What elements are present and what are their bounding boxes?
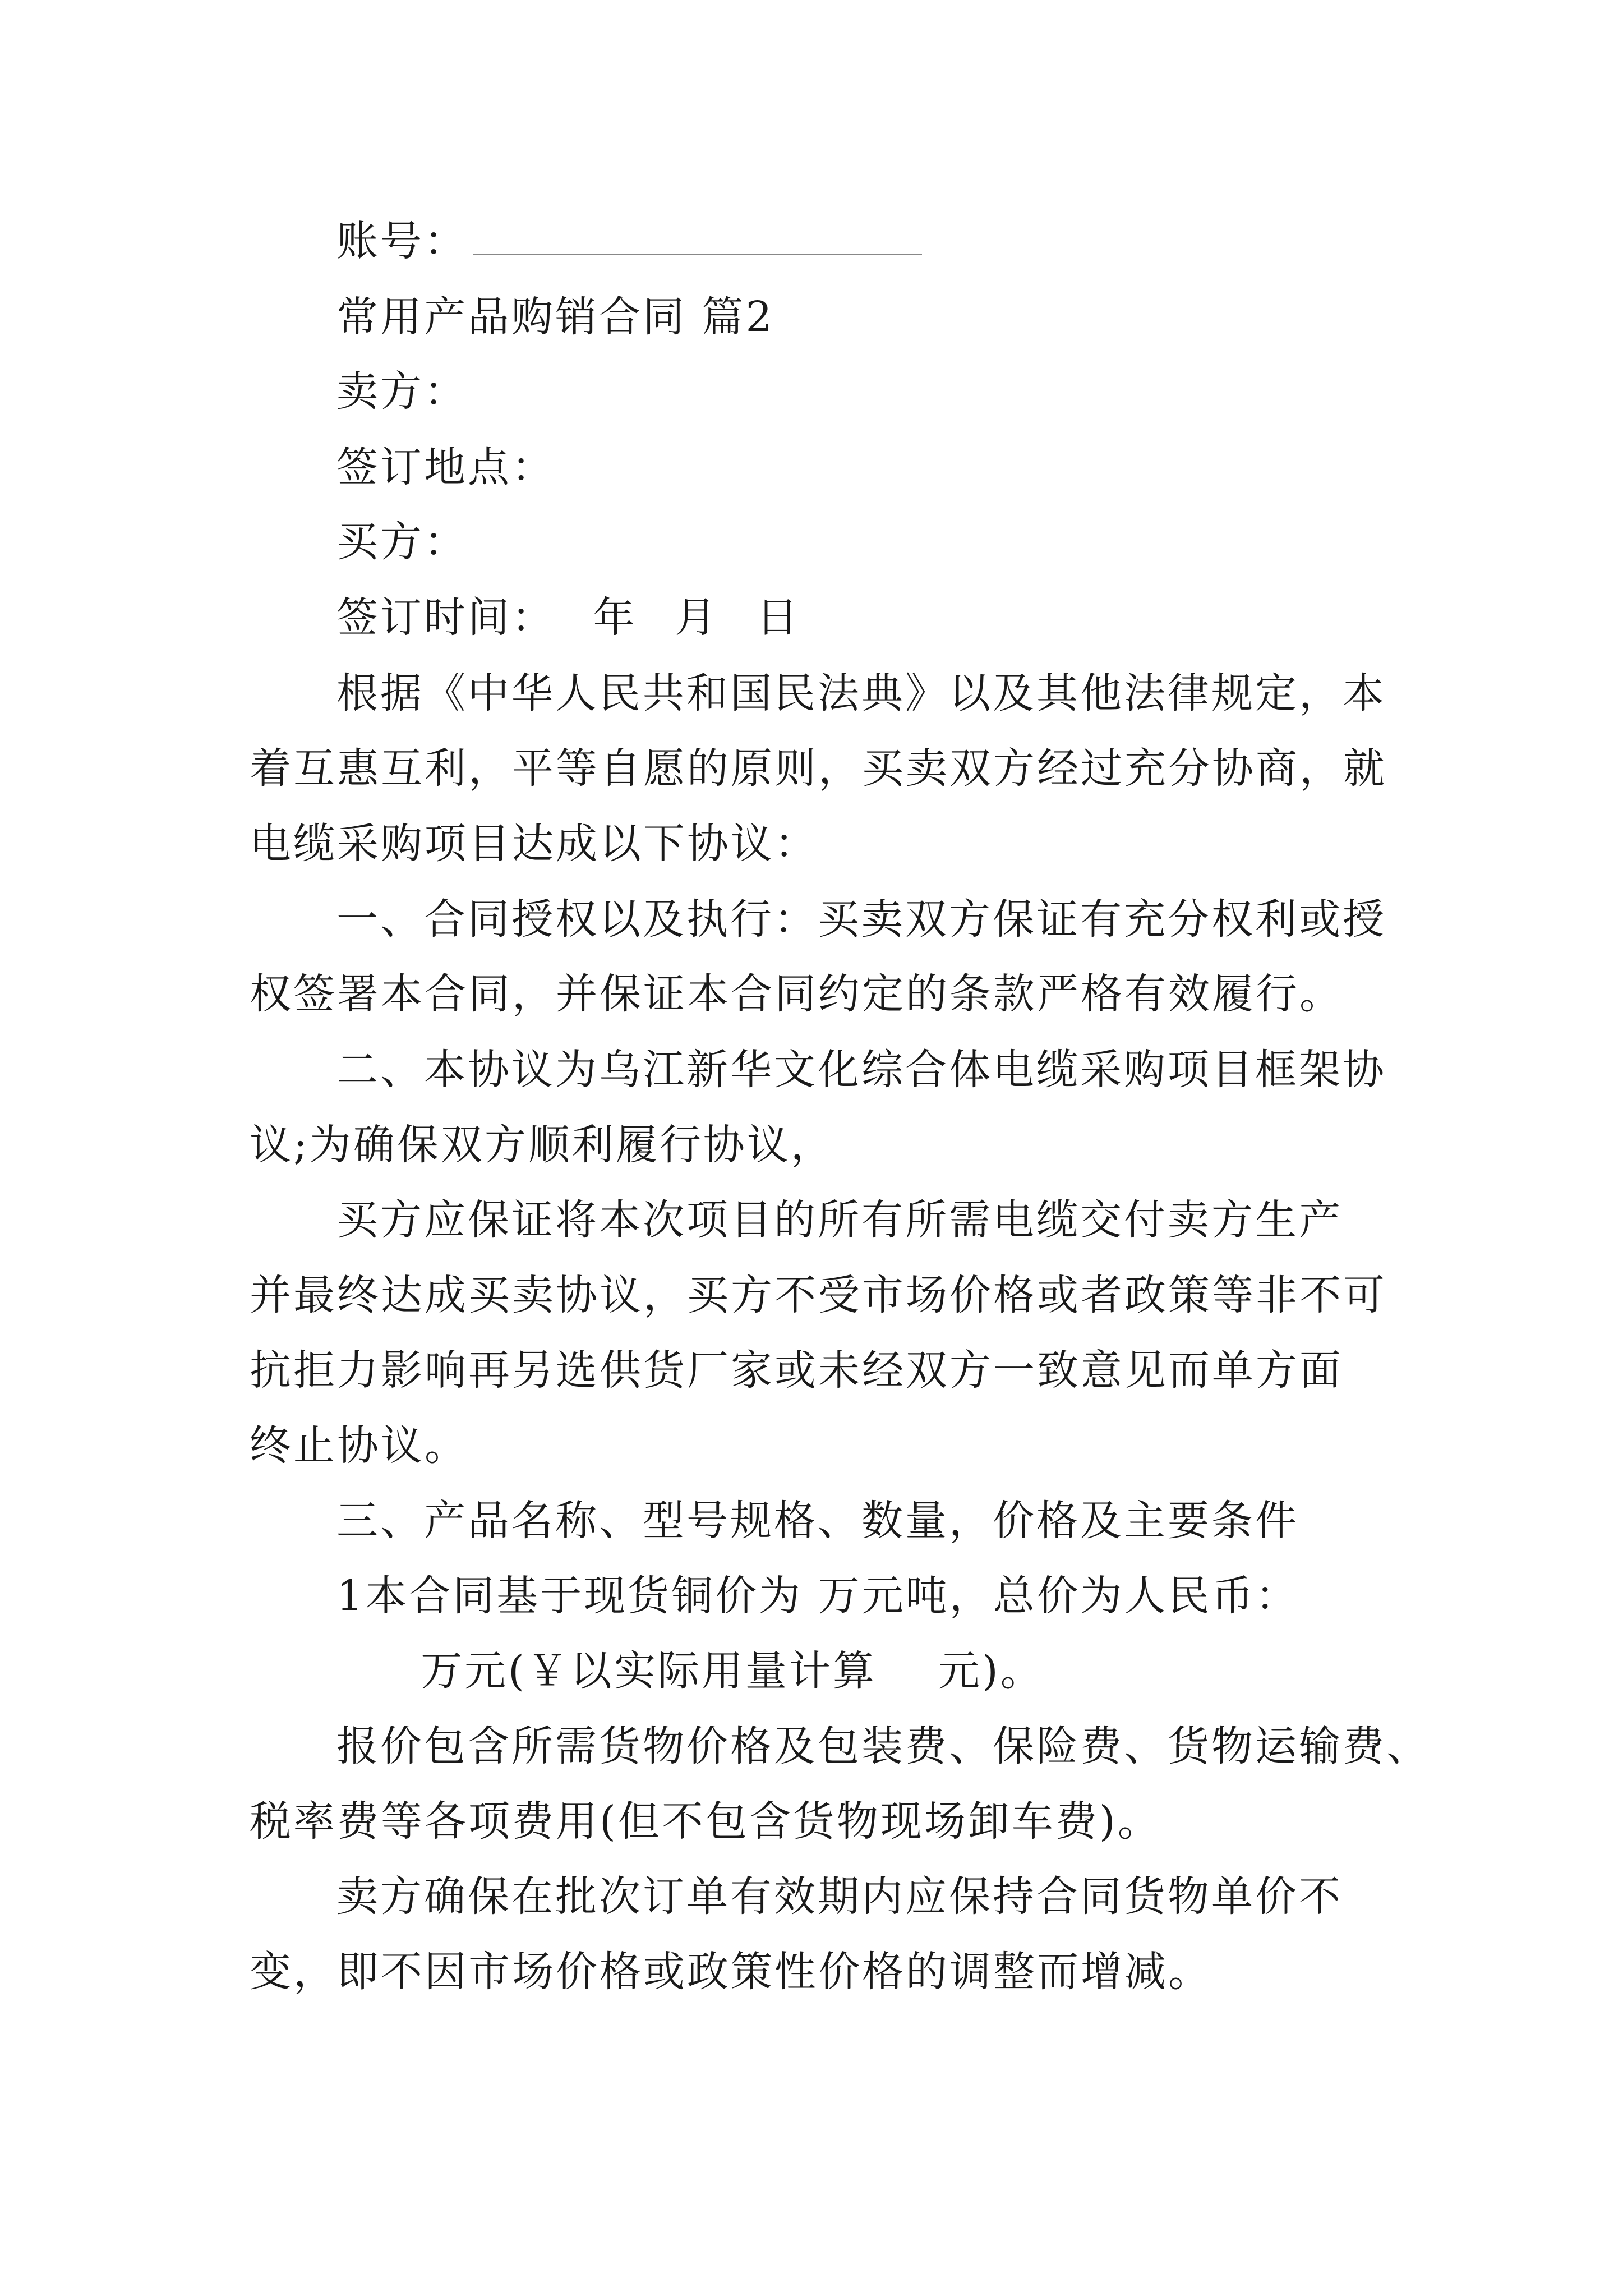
signing-place-line: 签订地点： [336,443,555,491]
paragraph-line: 买方应保证将本次项目的所有所需电缆交付卖方生产 [336,1196,1343,1244]
price-unit: 元)。 [938,1647,1044,1695]
account-line [336,213,1481,269]
paragraph-line: 权签署本合同，并保证本合同约定的条款严格有效履行。 [250,970,1343,1018]
account-blank [473,224,922,255]
date-month: 月 [675,593,719,642]
paragraph-line: 根据《中华人民共和国民法典》以及其他法律规定，本 [336,669,1386,717]
paragraph-line: 一、合同授权以及执行：买卖双方保证有充分权利或授 [336,895,1386,944]
signing-time-label: 签订时间： [336,593,555,642]
account-label: 账号： [336,217,468,265]
signing-time-line [336,590,1481,646]
paragraph-line: 报价包含所需货物价格及包装费、保险费、货物运输费、 [336,1722,1430,1770]
seller-line: 卖方： [336,367,468,416]
paragraph-line: 并最终达成买卖协议，买方不受市场价格或者政策等非不可 [250,1271,1387,1319]
price-text: 万元(￥以实际用量计算 [421,1647,877,1695]
buyer-line: 买方： [336,518,468,566]
paragraph-line: 变，即不因市场价格或政策性价格的调整而增减。 [250,1948,1212,1996]
paragraph-line: 抗拒力影响再另选供货厂家或未经双方一致意见而单方面 [250,1346,1343,1395]
paragraph-line: 税率费等各项费用(但不包含货物现场卸车费)。 [250,1797,1161,1846]
paragraph-line: 二、本协议为乌江新华文化综合体电缆采购项目框架协 [336,1046,1386,1094]
date-day: 日 [756,593,800,642]
paragraph-line: 终止协议。 [250,1421,468,1470]
price-line [421,1643,1565,1699]
paragraph-line: 卖方确保在批次订单有效期内应保持合同货物单价不 [336,1872,1343,1921]
paragraph-line: 1本合同基于现货铜价为 万元吨，总价为人民币： [336,1572,1299,1620]
paragraph-line: 着互惠互利，平等自愿的原则，买卖双方经过充分协商，就 [250,744,1387,793]
paragraph-line: 三、产品名称、型号规格、数量，价格及主要条件 [336,1497,1299,1545]
paragraph-line: 议;为确保双方顺利履行协议， [250,1121,834,1169]
paragraph-line: 电缆采购项目达成以下协议： [250,820,818,868]
section-title: 常用产品购销合同 篇2 [336,293,774,341]
date-year: 年 [593,593,637,642]
